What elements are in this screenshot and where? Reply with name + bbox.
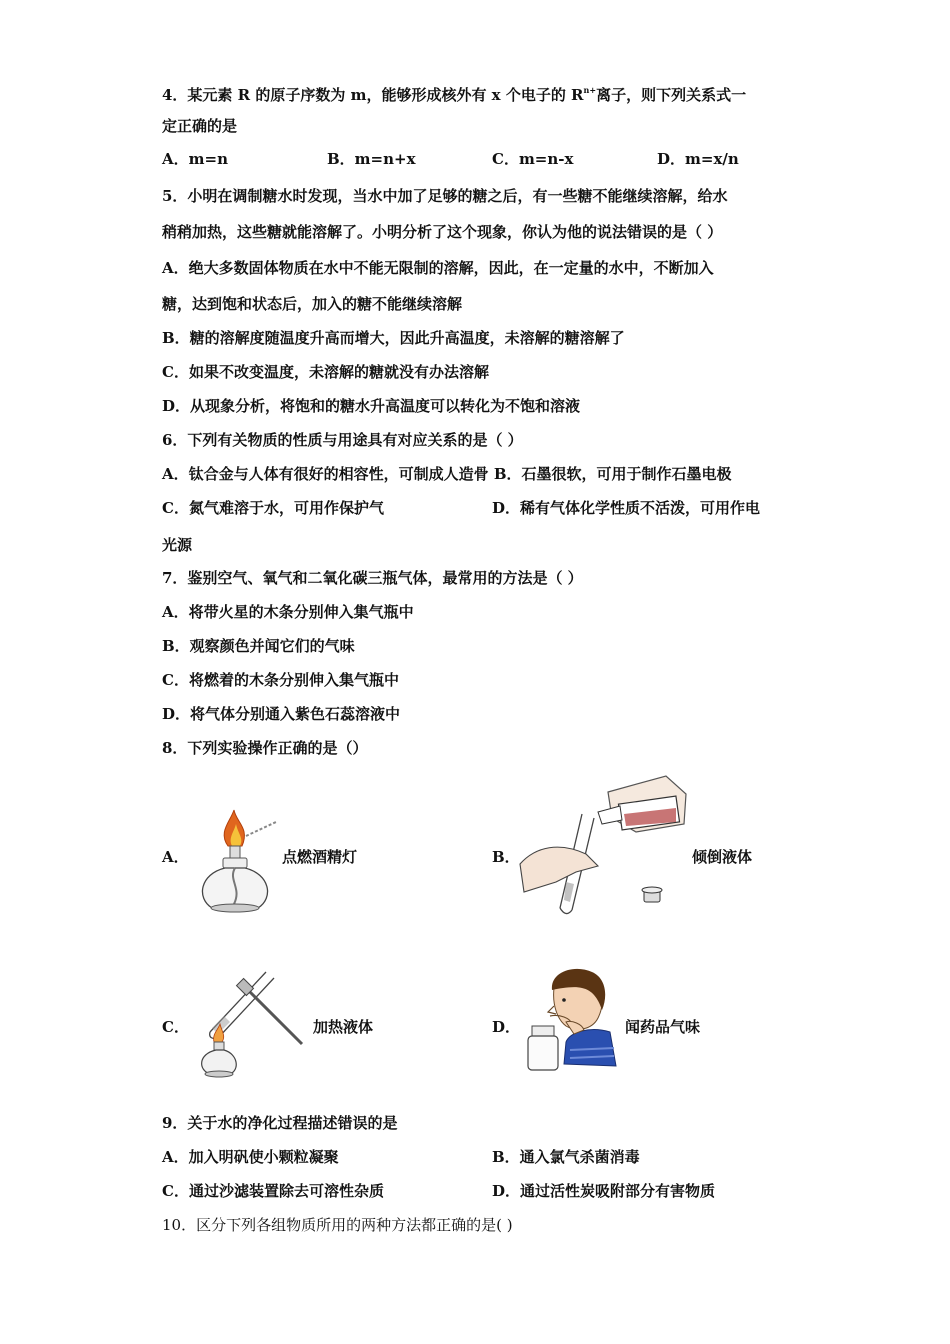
q4-stem-line2: 定正确的是 — [162, 117, 238, 135]
q7-option-d: D．将气体分别通入紫色石蕊溶液中 — [162, 705, 401, 723]
q6-option-ab: A．钛合金与人体有很好的相容性，可制成人造骨 B．石墨很软，可用于制作石墨电极 — [162, 465, 732, 483]
q7-stem: 7．鉴别空气、氧气和二氧化碳三瓶气体，最常用的方法是（ ） — [162, 569, 583, 587]
q8-fig-a-letter: A． — [162, 848, 189, 866]
q4-option-a: A．m=n — [162, 150, 228, 168]
smelling-chemical-illustration — [526, 966, 618, 1074]
q8-fig-d-caption: 闻药品气味 — [625, 1018, 701, 1036]
q9-option-b: B．通入氯气杀菌消毒 — [492, 1148, 640, 1166]
q7-option-c: C．将燃着的木条分别伸入集气瓶中 — [162, 671, 399, 689]
q8-fig-c-caption: 加热液体 — [313, 1018, 374, 1036]
q5-option-d: D．从现象分析，将饱和的糖水升高温度可以转化为不饱和溶液 — [162, 397, 581, 415]
q6-option-d: D．稀有气体化学性质不活泼，可用作电 — [492, 499, 761, 517]
q5-option-c: C．如果不改变温度，未溶解的糖就没有办法溶解 — [162, 363, 489, 381]
q6-option-d-line2: 光源 — [162, 536, 193, 554]
q6-option-c: C．氮气难溶于水，可用作保护气 — [162, 499, 384, 517]
q8-fig-b-letter: B． — [492, 848, 520, 866]
alcohol-lamp-lighting-illustration — [190, 808, 280, 916]
q9-option-d: D．通过活性炭吸附部分有害物质 — [492, 1182, 716, 1200]
q9-option-c: C．通过沙滤装置除去可溶性杂质 — [162, 1182, 384, 1200]
q5-option-b: B．糖的溶解度随温度升高而增大，因此升高温度，未溶解的糖溶解了 — [162, 329, 625, 347]
heating-liquid-illustration — [194, 968, 306, 1078]
q7-option-a: A．将带火星的木条分别伸入集气瓶中 — [162, 603, 414, 621]
q8-fig-a-caption: 点燃酒精灯 — [282, 848, 358, 866]
q5-stem-line2: 稍稍加热，这些糖就能溶解了。小明分析了这个现象，你认为他的说法错误的是（ ） — [162, 223, 723, 241]
q4-option-b: B．m=n+x — [327, 150, 416, 168]
q9-stem: 9．关于水的净化过程描述错误的是 — [162, 1114, 398, 1132]
q5-stem-line1: 5．小明在调制糖水时发现，当水中加了足够的糖之后，有一些糖不能继续溶解，给水 — [162, 187, 728, 205]
q8-fig-d-letter: D． — [492, 1018, 521, 1036]
q4-superscript: n+ — [583, 85, 597, 95]
q5-option-a-line2: 糖，达到饱和状态后，加入的糖不能继续溶解 — [162, 295, 463, 313]
q8-fig-b-caption: 倾倒液体 — [692, 848, 753, 866]
q4-stem-line1: 4．某元素 R 的原子序数为 m，能够形成核外有 x 个电子的 $R^{n+}$离子，则下列关系式一 — [162, 85, 747, 104]
pouring-liquid-illustration — [516, 772, 688, 918]
q5-option-a-line1: A．绝大多数固体物质在水中不能无限制的溶解，因此，在一定量的水中，不断加入 — [162, 259, 714, 277]
q7-option-b: B．观察颜色并闻它们的气味 — [162, 637, 355, 655]
q6-stem: 6．下列有关物质的性质与用途具有对应关系的是（ ） — [162, 431, 523, 449]
q4-option-d: D．m=x/n — [657, 150, 739, 168]
q8-fig-c-letter: C． — [162, 1018, 189, 1036]
q4-option-c: C．m=n-x — [492, 150, 574, 168]
q8-stem: 8．下列实验操作正确的是（） — [162, 739, 368, 757]
q10-stem: 10．区分下列各组物质所用的两种方法都正确的是( ) — [162, 1216, 513, 1234]
q9-option-a: A．加入明矾使小颗粒凝聚 — [162, 1148, 339, 1166]
